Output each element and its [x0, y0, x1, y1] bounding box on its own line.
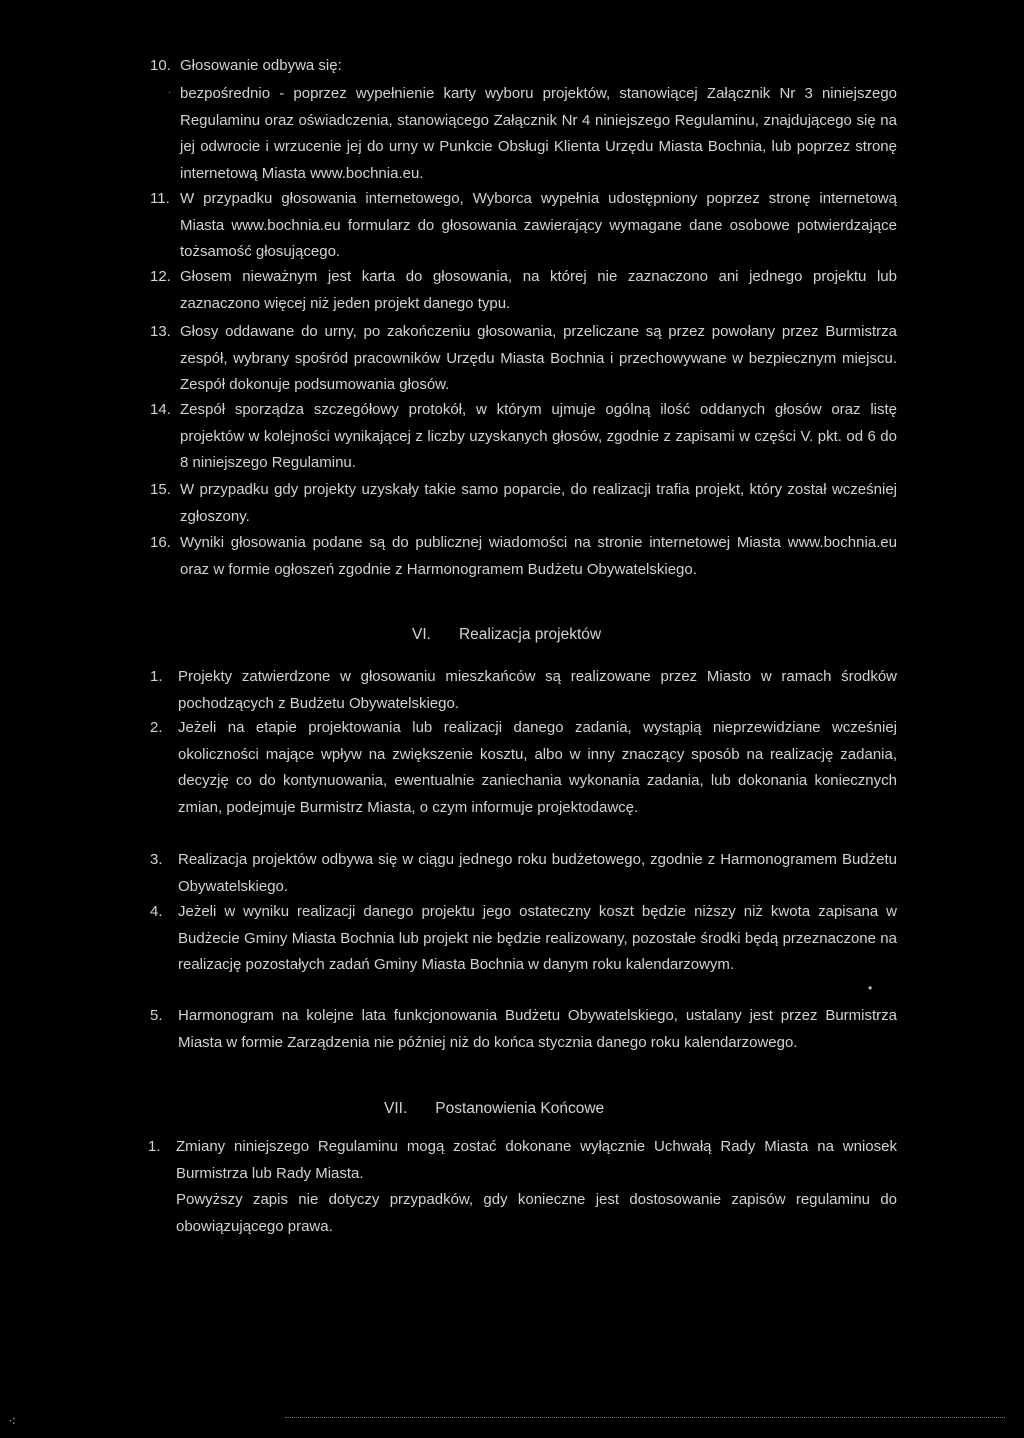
section-heading-postanowienia [384, 1096, 604, 1123]
realizacja-item-1: Projekty zatwierdzone w głosowaniu mieszkańców są realizowane przez Miasto w ramach środków pochodzących z Budżetu Obywatelskiego. [178, 668, 897, 712]
item-lead: Głosowanie odbywa się: [180, 57, 342, 74]
item-14-text: Zespół sporządza szczegółowy protokół, w którym ujmuje ogólną ilość oddanych głosów oraz listę projektów w kolejności wynikającej z liczby uzyskanych głosów, zgodnie z zapisami w części V. pkt. od 6 do 8 niniejszego Regulaminu. [180, 401, 897, 471]
scan-dot: • [868, 981, 873, 995]
item-number: 3. [150, 851, 163, 868]
item-number: 16. [150, 534, 171, 551]
postanowienia-item-1: Zmiany niniejszego Regulaminu mogą zostać dokonane wyłącznie Uchwałą Rady Miasta na wniosek Burmistrza lub Rady Miasta. Powyższy zapis nie dotyczy przypadków, gdy konieczne jest dostosowanie zapisów regulaminu do obowiązującego prawa. [176, 1134, 897, 1240]
section-title: Postanowienia Końcowe [435, 1100, 605, 1117]
item-15-text: W przypadku gdy projekty uzyskały takie samo poparcie, do realizacji trafia projekt, który został wcześniej zgłoszony. [180, 481, 897, 525]
item-number: 15. [150, 481, 171, 498]
scan-dot: · [168, 87, 172, 98]
section-roman-numeral: VII. [384, 1100, 408, 1117]
realizacja-item-3: Realizacja projektów odbywa się w ciągu jednego roku budżetowego, zgodnie z Harmonogramem Budżetu Obywatelskiego. [178, 851, 897, 895]
item-number: 13. [150, 323, 171, 340]
realizacja-item-4: Jeżeli w wyniku realizacji danego projektu jego ostateczny koszt będzie niższy niż kwota zapisana w Budżecie Gminy Miasta Bochnia lub projekt nie będzie realizowany, pozostałe środki będą przeznaczone na realizację pozostałych zadań Gminy Miasta Bochnia w danym roku kalendarzowym. [178, 903, 897, 973]
item-number: 1. [148, 1138, 161, 1155]
realizacja-item-5: Harmonogram na kolejne lata funkcjonowania Budżetu Obywatelskiego, ustalany jest przez Burmistrza Miasta w formie Zarządzenia nie później niż do końca stycznia danego roku kalendarzowego. [178, 1007, 897, 1051]
section-roman-numeral: VI. [412, 626, 431, 643]
item-number: 10. [150, 57, 171, 74]
item-number: 12. [150, 268, 171, 285]
section-heading-realizacja [412, 622, 601, 649]
item-16-text: Wyniki głosowania podane są do publicznej wiadomości na stronie internetowej Miasta www.bochnia.eu oraz w formie ogłoszeń zgodnie z Harmonogramem Budżetu Obywatelskiego. [180, 534, 897, 578]
postanowienia-note: Powyższy zapis nie dotyczy przypadków, gdy konieczne jest dostosowanie zapisów regulaminu do obowiązującego prawa. [176, 1191, 897, 1235]
item-number: 5. [150, 1007, 163, 1024]
item-number: 11. [150, 190, 170, 207]
realizacja-item-2: Jeżeli na etapie projektowania lub realizacji danego zadania, wystąpią nieprzewidziane wcześniej okoliczności mające wpływ na zwiększenie kosztu, albo w inny znaczący sposób na realizację zadania, decyzję co do kontynuowania, ewentualnie zaniechania wykonania zadania, lub dokonania koniecznych zmian, podejmuje Burmistrz Miasta, o czym informuje projektodawcę. [178, 719, 897, 816]
item-number: 1. [150, 668, 163, 685]
item-11-text: W przypadku głosowania internetowego, Wyborca wypełnia udostępniony poprzez stronę internetową Miasta www.bochnia.eu formularz do głosowania zawierający wymagane dane osobowe potwierdzające tożsamość głosującego. [180, 190, 897, 260]
item-12-text: Głosem nieważnym jest karta do głosowania, na której nie zaznaczono ani jednego projektu lub zaznaczono więcej niż jeden projekt danego typu. [180, 268, 897, 312]
scan-mark: ⁖ [8, 1413, 17, 1429]
footer-divider [285, 1417, 1005, 1418]
section-title: Realizacja projektów [458, 626, 602, 643]
item-number: 2. [150, 719, 163, 736]
item-number: 4. [150, 903, 163, 920]
item-10-text: bezpośrednio - poprzez wypełnienie karty wyboru projektów, stanowiącej Załącznik Nr 3 niniejszego Regulaminu oraz oświadczenia, stanowiącego Załącznik Nr 4 niniejszego Regulaminu, znajdującego się na jej odwrocie i wrzucenie jej do urny w Punkcie Obsługi Klienta Urzędu Miasta Bochnia, lub poprzez stronę internetową Miasta www.bochnia.eu. [180, 85, 897, 182]
item-number: 14. [150, 401, 171, 418]
item-13-text: Głosy oddawane do urny, po zakończeniu głosowania, przeliczane są przez powołany przez Burmistrza zespół, wybrany spośród pracowników Urzędu Miasta Bochnia i przechowywane w bezpiecznym miejscu. Zespół dokonuje podsumowania głosów. [180, 323, 897, 393]
